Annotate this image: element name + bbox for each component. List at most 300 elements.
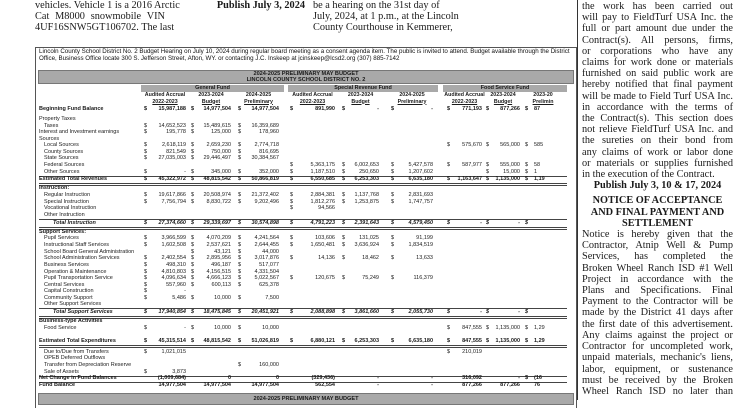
text-line: made by the District 41 days after — [582, 307, 733, 319]
dollar-sign: $ — [290, 309, 294, 315]
cell-value: 14,652,523 — [158, 123, 186, 129]
cell-value: 14,977,504 — [203, 106, 231, 112]
cell-value: 7,756,794 — [161, 199, 186, 205]
cell-value: 10,000 — [262, 325, 279, 331]
column-header-line: 2024-2025 — [245, 92, 272, 98]
cell-value: 2,895,956 — [206, 255, 231, 261]
row-label: Support Services: — [39, 229, 87, 235]
text-line: or materials or supplies furnished — [582, 157, 733, 169]
dollar-sign: $ — [447, 220, 451, 226]
cell-value: 15,489,615 — [203, 123, 231, 129]
row-label: Transfer from Depreciation Reserve — [44, 362, 132, 368]
cell-value: 600,113 — [211, 282, 231, 288]
dollar-sign: $ — [391, 192, 395, 198]
cell-value: 45,315,514 — [158, 338, 186, 344]
text-line: will be made to Field Turf USA Inc. — [582, 90, 733, 102]
row-label: Sources — [39, 136, 60, 142]
row-label: Instructional Staff Services — [44, 242, 110, 248]
dollar-sign: $ — [238, 106, 242, 112]
dollar-sign: $ — [486, 169, 490, 175]
cell-value: - — [377, 382, 379, 388]
dollar-sign: $ — [191, 235, 195, 241]
dollar-sign: $ — [290, 176, 294, 182]
table-row — [39, 242, 567, 249]
cell-value: 587,977 — [462, 162, 482, 168]
dollar-sign: $ — [238, 262, 242, 268]
dollar-sign: $ — [191, 149, 195, 155]
dollar-sign: $ — [144, 275, 148, 281]
column-header-line: Budget — [351, 98, 370, 105]
text-line: Cat M8000 snowmobile VIN — [35, 11, 165, 23]
dollar-sign: $ — [238, 325, 242, 331]
row-label: Fund Balance — [39, 382, 76, 388]
cell-value: 1,834,519 — [408, 242, 433, 248]
dollar-sign: $ — [144, 123, 148, 129]
cell-value: 750,000 — [211, 149, 231, 155]
budget-title: 2024-2025 PRELIMINARY MAY BUDGET — [253, 71, 359, 77]
cell-value: 4,096,634 — [161, 275, 186, 281]
text-line: Services, has completed the — [582, 251, 733, 263]
dollar-sign: $ — [238, 249, 242, 255]
cell-value: 575,670 — [462, 142, 482, 148]
cell-value: 3,636,924 — [354, 242, 379, 248]
row-label: Central Services — [44, 282, 85, 288]
cell-value: 1,29 — [534, 338, 545, 344]
cell-value: 625,378 — [259, 282, 279, 288]
dollar-sign: $ — [144, 338, 148, 344]
dollar-sign: $ — [144, 295, 148, 301]
dollar-sign: $ — [342, 255, 346, 261]
cell-value: 27,374,660 — [158, 220, 186, 226]
dollar-sign: $ — [238, 169, 242, 175]
row-label: Property Taxes — [39, 116, 76, 122]
dollar-sign: $ — [191, 142, 195, 148]
cell-value: 16,359,689 — [251, 123, 279, 129]
dollar-sign: $ — [191, 155, 195, 161]
cell-value: - — [377, 106, 379, 112]
row-label: County Sources — [44, 149, 84, 155]
dollar-sign: $ — [238, 123, 242, 129]
notice-vehicles-text — [35, 0, 180, 34]
cell-value: 5,427,578 — [408, 162, 433, 168]
dollar-sign: $ — [447, 142, 451, 148]
cell-value: 4,241,564 — [254, 235, 279, 241]
notice-heading: SETTLEMENT — [622, 217, 693, 229]
cell-value: 19,617,866 — [158, 192, 186, 198]
cell-value: 87 — [534, 106, 541, 112]
dollar-sign: $ — [342, 242, 346, 248]
dollar-sign: $ — [486, 162, 490, 168]
intro-line: 300 S. Jefferson Street, Afton, WY. or contacting J.C. Inskeep at jcinskeep@lcsd2.org (307) 885-7142 — [121, 54, 400, 62]
fund-header: Food Service Fund — [443, 85, 567, 92]
cell-value: 45,322,972 — [158, 176, 186, 182]
cell-value: 821,549 — [166, 149, 186, 155]
dollar-sign: $ — [238, 176, 242, 182]
row-label: Federal Sources — [44, 162, 85, 168]
dollar-sign: $ — [238, 242, 242, 248]
text-line: be a hearing on the 31st day of — [313, 0, 440, 11]
column-header-line: 2023-2024 — [198, 92, 224, 98]
dollar-sign: $ — [525, 309, 529, 315]
dollar-sign: $ — [486, 309, 490, 315]
cell-value: 210,019 — [462, 349, 482, 355]
dollar-sign: $ — [191, 129, 195, 135]
cell-value: 43,121 — [214, 249, 231, 255]
column-header-line: 2023-2024 — [347, 92, 374, 98]
text-line: Notice is hereby given that the — [582, 229, 733, 241]
cell-value: 29,446,497 — [203, 155, 231, 161]
cell-value: 5,022,567 — [254, 275, 279, 281]
dollar-sign: $ — [191, 123, 195, 129]
dollar-sign: $ — [238, 269, 242, 275]
cell-value: - — [518, 309, 520, 315]
dollar-sign: $ — [144, 255, 148, 261]
dollar-sign: $ — [342, 199, 346, 205]
dollar-sign: $ — [144, 220, 148, 226]
cell-value: 44,000 — [262, 249, 279, 255]
dollar-sign: $ — [238, 362, 242, 368]
dollar-sign: $ — [525, 325, 529, 331]
dollar-sign: $ — [342, 169, 346, 175]
cell-value: 195,778 — [166, 129, 186, 135]
text-line: not relieve FieldTurf USA Inc. and — [582, 124, 733, 136]
row-label: Net Change in Fund Balances — [39, 375, 117, 381]
cell-value: 877,266 — [500, 106, 520, 112]
dollar-sign: $ — [191, 176, 195, 182]
cell-value: 3,873 — [172, 369, 186, 375]
dollar-sign: $ — [144, 149, 148, 155]
dollar-sign: $ — [238, 199, 242, 205]
text-line: furnished on said public work are — [582, 68, 733, 80]
cell-value: 8,830,722 — [206, 199, 231, 205]
cell-value: - — [518, 375, 520, 381]
dollar-sign: $ — [391, 309, 395, 315]
cell-value: 4,791,223 — [310, 220, 335, 226]
table-row — [39, 129, 567, 136]
table-row — [39, 325, 567, 332]
cell-value: 3,017,876 — [254, 255, 279, 261]
column-header-line: 2023-2024 — [490, 92, 516, 98]
dollar-sign: $ — [290, 192, 294, 198]
cell-value: 18,475,845 — [203, 309, 231, 315]
row-label: Sale of Assets — [44, 369, 79, 375]
cell-value: - — [431, 375, 433, 381]
dollar-sign: $ — [525, 106, 529, 112]
cell-value: - — [184, 169, 186, 175]
cell-value: - — [518, 220, 520, 226]
district-name: LINCOLN COUNTY SCHOOL DISTRICT NO. 2 — [246, 77, 366, 83]
cell-value: 20,508,974 — [203, 192, 231, 198]
dollar-sign: $ — [342, 235, 346, 241]
dollar-sign: $ — [447, 309, 451, 315]
dollar-sign: $ — [525, 162, 529, 168]
dollar-sign: $ — [238, 220, 242, 226]
text-line: Broken Wheel Ranch ISD #1 Well — [582, 262, 733, 274]
cell-value: 131,025 — [359, 235, 379, 241]
cell-value: 847,555 — [462, 338, 482, 344]
dollar-sign: $ — [447, 176, 451, 182]
cell-value: 1,187,510 — [310, 169, 335, 175]
row-label: Vocational Instruction — [44, 205, 97, 211]
notice-heading: AND FINAL PAYMENT AND — [590, 206, 725, 218]
dollar-sign: $ — [144, 325, 148, 331]
dollar-sign: $ — [144, 176, 148, 182]
cell-value: 14,136 — [318, 255, 335, 261]
cell-value: 345,000 — [211, 169, 231, 175]
cell-value: 10,000 — [214, 325, 231, 331]
cell-value: 496,187 — [211, 262, 231, 268]
text-line: Project in accordance with the — [582, 273, 733, 285]
dollar-sign: $ — [290, 205, 294, 211]
cell-value: 29,339,697 — [203, 220, 231, 226]
dollar-sign: $ — [290, 162, 294, 168]
table-row — [39, 362, 567, 369]
row-label: Community Support — [44, 295, 93, 301]
cell-value: 160,000 — [259, 362, 279, 368]
table-row — [39, 382, 567, 389]
dollar-sign: $ — [191, 338, 195, 344]
cell-value: - — [184, 325, 186, 331]
table-row — [39, 212, 567, 219]
cell-value: 4,810,803 — [161, 269, 186, 275]
dollar-sign: $ — [238, 338, 242, 344]
text-line: Any claims against the project or — [582, 329, 733, 341]
budget-rows — [36, 48, 567, 408]
publish-date: Publish July 3, 2024 — [216, 0, 305, 11]
text-line: any claims of work or labor done — [582, 146, 733, 158]
dollar-sign: $ — [238, 155, 242, 161]
cell-value: 3,966,599 — [161, 235, 186, 241]
table-row — [39, 192, 567, 199]
dollar-sign: $ — [486, 220, 490, 226]
table-row — [39, 155, 567, 162]
dollar-sign: $ — [391, 275, 395, 281]
table-row — [39, 288, 567, 295]
dollar-sign: $ — [342, 162, 346, 168]
dollar-sign: $ — [144, 169, 148, 175]
column-header-line: Preliminary — [244, 98, 273, 105]
cell-value: 6,002,653 — [354, 162, 379, 168]
row-label: Operation & Maintenance — [44, 269, 107, 275]
dollar-sign: $ — [191, 262, 195, 268]
cell-value: 847,555 — [462, 325, 482, 331]
text-line: labor, equipment, or sustenance — [582, 363, 733, 375]
dollar-sign: $ — [525, 338, 529, 344]
dollar-sign: $ — [191, 269, 195, 275]
cell-value: 6,253,303 — [354, 338, 379, 344]
cell-value: - — [480, 309, 482, 315]
dollar-sign: $ — [290, 235, 294, 241]
dollar-sign: $ — [342, 309, 346, 315]
dollar-sign: $ — [525, 220, 529, 226]
dollar-sign: $ — [144, 269, 148, 275]
table-row — [39, 162, 567, 169]
cell-value: 1,135,000 — [495, 338, 520, 344]
dollar-sign: $ — [144, 192, 148, 198]
cell-value: 48,815,542 — [203, 338, 231, 344]
dollar-sign: $ — [191, 106, 195, 112]
cell-value: 562,554 — [315, 382, 335, 388]
dollar-sign: $ — [391, 199, 395, 205]
cell-value: (329,436) — [311, 375, 335, 381]
dollar-sign: $ — [144, 142, 148, 148]
text-line: July, 2024, at 1 p.m., at the Lincoln — [313, 11, 459, 23]
table-row — [39, 275, 567, 282]
fund-header: General Fund — [141, 85, 284, 92]
cell-value: 6,253,303 — [354, 176, 379, 182]
dollar-sign: $ — [191, 169, 195, 175]
dollar-sign: $ — [525, 169, 529, 175]
dollar-sign: $ — [525, 142, 529, 148]
column-header-line: 2022-2023 — [152, 98, 178, 105]
dollar-sign: $ — [191, 282, 195, 288]
text-line: or corporations who have any — [582, 45, 733, 57]
cell-value: 14,977,504 — [251, 106, 279, 112]
column-header-line: Budget — [201, 98, 221, 105]
dollar-sign: $ — [238, 282, 242, 288]
text-line: Payment to the Contractor will be — [582, 296, 733, 308]
cell-value: 4,666,123 — [206, 275, 231, 281]
dollar-sign: $ — [191, 192, 195, 198]
text-line: Contractor, Atnip Well & Pump — [582, 240, 733, 252]
cell-value: 1,19 — [534, 176, 545, 182]
dollar-sign: $ — [391, 162, 395, 168]
cell-value: 4,579,450 — [408, 220, 433, 226]
cell-value: 4,070,209 — [206, 235, 231, 241]
dollar-sign: $ — [144, 288, 148, 294]
text-line: in the execution of the Contract. — [582, 169, 715, 181]
cell-value: 17,940,854 — [158, 309, 186, 315]
table-row — [39, 255, 567, 262]
dollar-sign: $ — [391, 235, 395, 241]
text-line: the work has been carried out — [582, 1, 733, 12]
text-line: vehicles. Vehicle 1 is a 2016 Arctic — [35, 0, 180, 11]
dollar-sign: $ — [290, 169, 294, 175]
cell-value: 816,695 — [259, 149, 279, 155]
cell-value: 1,207,602 — [408, 169, 433, 175]
dollar-sign: $ — [238, 142, 242, 148]
dollar-sign: $ — [486, 325, 490, 331]
row-label: Pupil Services — [44, 235, 79, 241]
dollar-sign: $ — [290, 242, 294, 248]
cell-value: 1,163,647 — [457, 176, 482, 182]
publish-date: Publish July 3, 10 & 17, 2024 — [593, 180, 722, 192]
column-header-line: 2022-2023 — [299, 98, 326, 105]
cell-value: 2,659,230 — [206, 142, 231, 148]
cell-value: 1,137,768 — [354, 192, 379, 198]
dollar-sign: $ — [238, 309, 242, 315]
text-line: Plans and Specifications. Final — [582, 285, 733, 297]
cell-value: 94,566 — [318, 205, 335, 211]
cell-value: 91,199 — [416, 235, 433, 241]
cell-value: 4,331,504 — [254, 269, 279, 275]
dollar-sign: $ — [290, 275, 294, 281]
dollar-sign: $ — [144, 282, 148, 288]
cell-value: 178,960 — [259, 129, 279, 135]
dollar-sign: $ — [191, 220, 195, 226]
table-row — [39, 318, 567, 325]
row-label: Other Support Services — [44, 301, 102, 307]
cell-value: 250,650 — [359, 169, 379, 175]
text-line: 4UF16SNW5GT106702. The last — [35, 22, 175, 34]
dollar-sign: $ — [191, 295, 195, 301]
cell-value: 15,000 — [503, 169, 520, 175]
dollar-sign: $ — [238, 255, 242, 261]
cell-value: 10,000 — [214, 295, 231, 301]
table-row — [39, 301, 567, 308]
column-header-line: 2024-2025 — [399, 92, 425, 98]
row-label: Regular Instruction — [44, 192, 91, 198]
dollar-sign: $ — [238, 235, 242, 241]
cell-value: 3,861,660 — [354, 309, 379, 315]
cell-value: 2,391,643 — [354, 220, 379, 226]
cell-value: 877,266 — [462, 382, 482, 388]
cell-value: 9,202,496 — [254, 199, 279, 205]
cell-value: 0 — [227, 375, 231, 381]
cell-value: 76 — [534, 382, 541, 388]
dollar-sign: $ — [191, 309, 195, 315]
notice-heading: NOTICE OF ACCEPTANCE — [592, 195, 723, 207]
cell-value: 891,990 — [315, 106, 335, 112]
cell-value: 125,000 — [211, 129, 231, 135]
dollar-sign: $ — [342, 192, 346, 198]
cell-value: 18,462 — [362, 255, 379, 261]
intro-line: Lincoln County School District No. 2 Budget Hearing on July 10, 2024 during regular board meeting as a consent agenda item. The public is invited to attend. Budget available through the District Office, Business Office locate — [39, 48, 570, 62]
dollar-sign: $ — [144, 235, 148, 241]
cell-value: 15,987,188 — [158, 106, 186, 112]
cell-value: 1,135,000 — [495, 325, 520, 331]
column-divider — [577, 0, 578, 400]
dollar-sign: $ — [144, 309, 148, 315]
cell-value: 75,249 — [362, 275, 379, 281]
cell-value: 565,000 — [500, 142, 520, 148]
row-label: Estimated Total Revenues — [39, 176, 108, 182]
dollar-sign: $ — [238, 275, 242, 281]
cell-value: 0 — [275, 375, 279, 381]
table-row — [39, 142, 567, 149]
dollar-sign: $ — [342, 176, 346, 182]
cell-value: 498,310 — [166, 262, 186, 268]
cell-value: - — [431, 382, 433, 388]
dollar-sign: $ — [342, 338, 346, 344]
row-label: School Board General Administration — [44, 249, 135, 255]
dollar-sign: $ — [391, 169, 395, 175]
cell-value: - — [480, 220, 482, 226]
dollar-sign: $ — [144, 349, 148, 355]
row-label: School Administration Services — [44, 255, 120, 261]
notice-hearing-text — [313, 0, 459, 34]
row-label: Capital Construction — [44, 288, 94, 294]
table-row — [39, 185, 567, 192]
dollar-sign: $ — [342, 275, 346, 281]
cell-value: 2,088,898 — [310, 309, 335, 315]
dollar-sign: $ — [391, 220, 395, 226]
row-label: Due to/Due from Transfers — [44, 349, 109, 355]
cell-value: 2,055,730 — [408, 309, 433, 315]
cell-value: 5,486 — [172, 295, 186, 301]
cell-value: 50,866,819 — [251, 176, 279, 182]
dollar-sign: $ — [191, 325, 195, 331]
row-label: Food Service — [44, 325, 77, 331]
table-row — [39, 355, 567, 362]
cell-value: 2,618,119 — [161, 142, 186, 148]
row-label: Other Sources — [44, 169, 80, 175]
dollar-sign: $ — [447, 162, 451, 168]
cell-value: 2,774,718 — [254, 142, 279, 148]
cell-value: 30,574,898 — [251, 220, 279, 226]
cell-value: 1,650,481 — [310, 242, 335, 248]
row-label: Taxes — [44, 123, 59, 129]
